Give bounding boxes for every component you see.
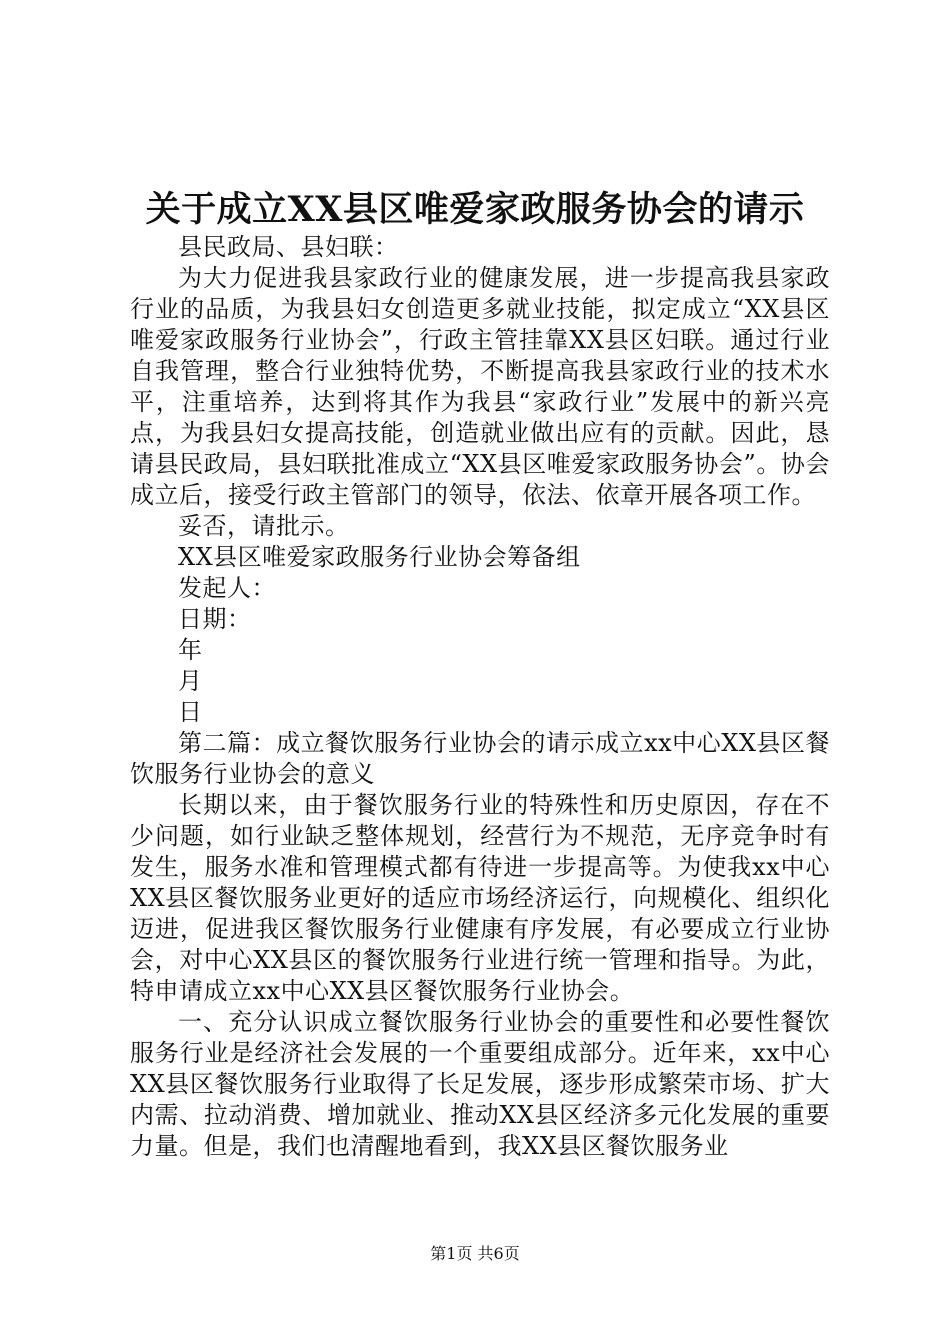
paragraph: 一、充分认识成立餐饮服务行业协会的重要性和必要性餐饮服务行业是经济社会发展的一个重要组成部分。近年来，xx中心XX县区餐饮服务行业取得了长足发展，逐步形成繁荣市场、扩大内需、拉动消费、增加就业、推动XX县区经济多元化发展的重要力量。但是，我们也清醒地看到，我XX县区餐饮服务业	[130, 1008, 830, 1160]
section-heading: 第二篇：成立餐饮服务行业协会的请示成立xx中心XX县区餐饮服务行业协会的意义	[130, 729, 830, 788]
paragraph: 为大力促进我县家政行业的健康发展，进一步提高我县家政行业的品质，为我县妇女创造更多就业技能，拟定成立“XX县区唯爱家政服务行业协会”，行政主管挂靠XX县区妇联。通过行业自我管理，整合行业独特优势，不断提高我县家政行业的技术水平，注重培养，达到将其作为我县“家政行业”发展中的新兴亮点，为我县妇女提高技能，创造就业做出应有的贡献。因此，恳请县民政局，县妇联批准成立“XX县区唯爱家政服务协会”。协会成立后，接受行政主管部门的领导，依法、依章开展各项工作。	[130, 264, 830, 509]
date-month: 月	[178, 667, 203, 695]
date-label: 日期：	[178, 605, 252, 633]
date-day: 日	[178, 698, 203, 726]
document-body	[130, 232, 830, 1162]
paragraph: 长期以来，由于餐饮服务行业的特殊性和历史原因，存在不少问题，如行业缺乏整体规划，经营行为不规范，无序竞争时有发生，服务水准和管理模式都有待进一步提高等。为使我xx中心XX县区餐饮服务业更好的适应市场经济运行，向规模化、组织化迈进，促进我区餐饮服务行业健康有序发展，有必要成立行业协会，对中心XX县区的餐饮服务行业进行统一管理和指导。为此，特申请成立xx中心XX县区餐饮服务行业协会。	[130, 791, 830, 1005]
sender-organization: XX县区唯爱家政服务行业协会筹备组	[178, 543, 581, 571]
date-year: 年	[178, 636, 203, 664]
page-title: 关于成立XX县区唯爱家政服务协会的请示	[145, 189, 805, 230]
initiator-label: 发起人：	[178, 574, 276, 602]
salutation: 县民政局、县妇联：	[178, 233, 399, 261]
page-number: 第1页 共6页	[430, 1244, 520, 1263]
closing-line: 妥否，请批示。	[178, 512, 350, 540]
